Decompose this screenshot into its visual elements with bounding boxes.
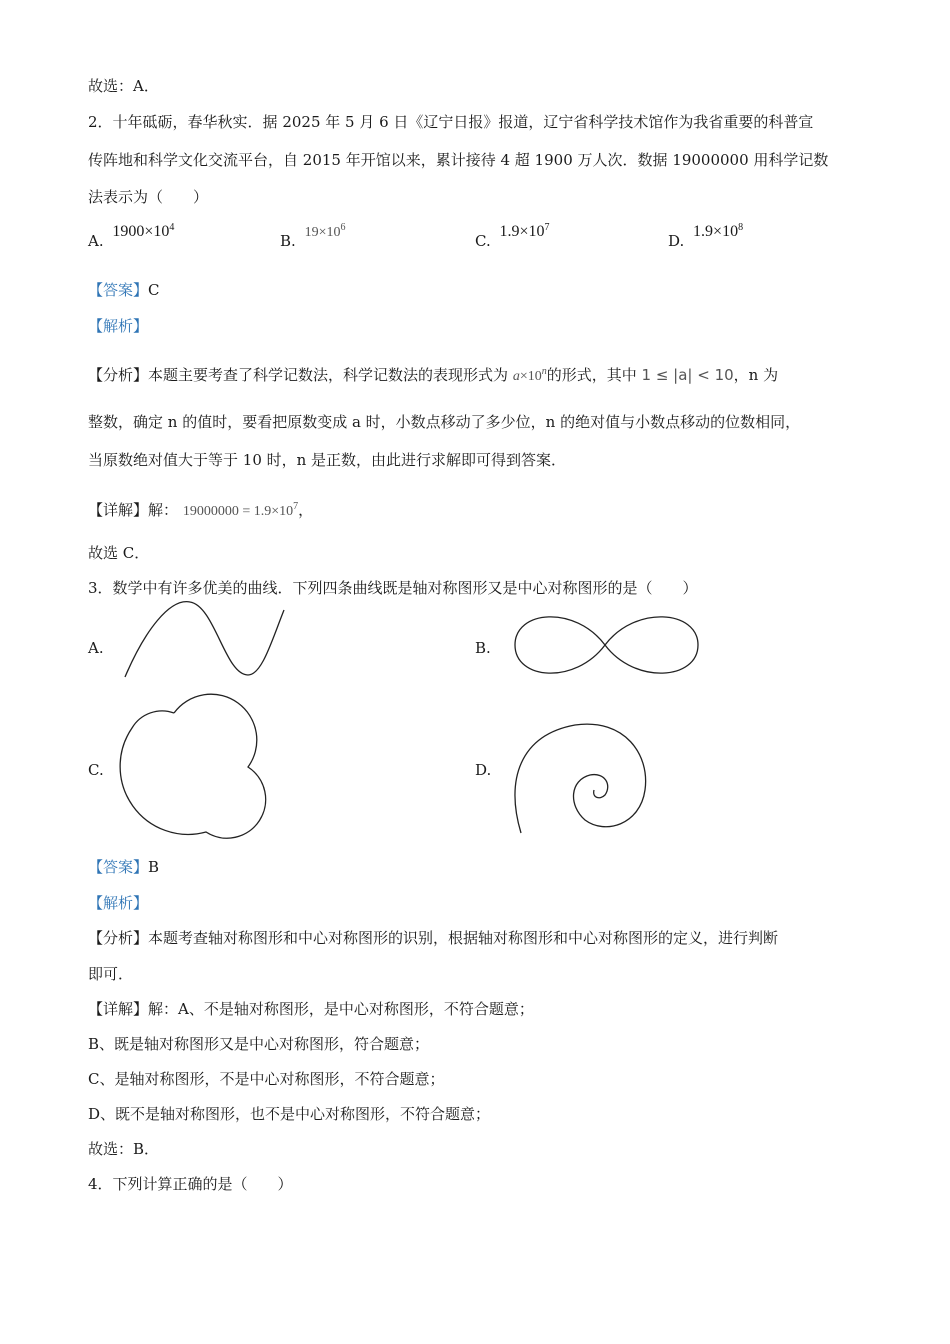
q3-stem: 3．数学中有许多优美的曲线．下列四条曲线既是轴对称图形又是中心对称图形的是（ ） (88, 579, 698, 597)
q3-detail-b: B、既是轴对称图形又是中心对称图形，符合题意； (88, 1035, 430, 1053)
q2-option-d[interactable]: D. $1.9\times 10^8$ (668, 222, 744, 250)
q2-analysis-line1: 【分析】本题主要考查了科学记数法，科学记数法的表现形式为 $a\times 10^n$的形式，其中 1 ≤ |a| < 10，n 为 (88, 366, 779, 384)
q3-analysis-heading: 【解析】 (88, 894, 149, 912)
q2-answer: 【答案】C (88, 281, 160, 299)
curve-a-sine (125, 602, 284, 677)
q2-analysis-heading: 【解析】 (88, 317, 149, 335)
q3-option-d-label[interactable]: D. (475, 761, 492, 779)
q2-option-b[interactable]: B. $19\times 10^6$ (280, 222, 346, 250)
q3-option-a-label[interactable]: A. (88, 639, 104, 657)
q2-stem-line1: 2．十年砥砺，春华秋实．据 2025 年 5 月 6 日《辽宁日报》报道，辽宁省科学技术馆作为我省重要的科普宣 (88, 113, 814, 131)
q4-stem: 4．下列计算正确的是（ ） (88, 1175, 293, 1193)
q1-conclusion: 故选：A． (88, 77, 159, 95)
q2-detail: 【详解】解： $19000000 = 1.9\times 10^7$， (88, 501, 314, 519)
q2-stem-line3: 法表示为（ ） (88, 188, 209, 206)
q2-conclusion: 故选 C． (88, 544, 150, 562)
q3-detail-d: D、既不是轴对称图形，也不是中心对称图形，不符合题意； (88, 1105, 491, 1123)
q3-detail-a: 【详解】解：A、不是轴对称图形，是中心对称图形，不符合题意； (88, 1000, 534, 1018)
q3-option-c-label[interactable]: C. (88, 761, 104, 779)
curve-c-trefoil (120, 694, 266, 838)
q3-option-b-label[interactable]: B. (475, 639, 491, 657)
q3-answer: 【答案】B (88, 858, 160, 876)
q3-conclusion: 故选：B． (88, 1140, 160, 1158)
q3-detail-c: C、是轴对称图形，不是中心对称图形，不符合题意； (88, 1070, 445, 1088)
q2-analysis-line2: 整数，确定 n 的值时，要看把原数变成 a 时，小数点移动了多少位，n 的绝对值与小数点移动的位数相同， (88, 413, 801, 431)
q2-option-c[interactable]: C. $1.9\times 10^7$ (475, 222, 550, 250)
q3-analysis-line1: 【分析】本题考查轴对称图形和中心对称图形的识别，根据轴对称图形和中心对称图形的定义，进行判断 (88, 929, 779, 947)
q2-option-a[interactable]: A. $1900\times 10^4$ (88, 222, 175, 250)
curve-d-spiral (515, 724, 646, 833)
q2-stem-line2: 传阵地和科学文化交流平台，自 2015 年开馆以来，累计接待 4 超 1900 万人次．数据 19000000 用科学记数 (88, 151, 829, 169)
curve-b-lemniscate (515, 617, 698, 673)
q3-analysis-line2: 即可． (88, 965, 134, 983)
q2-analysis-line3: 当原数绝对值大于等于 10 时，n 是正数，由此进行求解即可得到答案． (88, 451, 567, 469)
